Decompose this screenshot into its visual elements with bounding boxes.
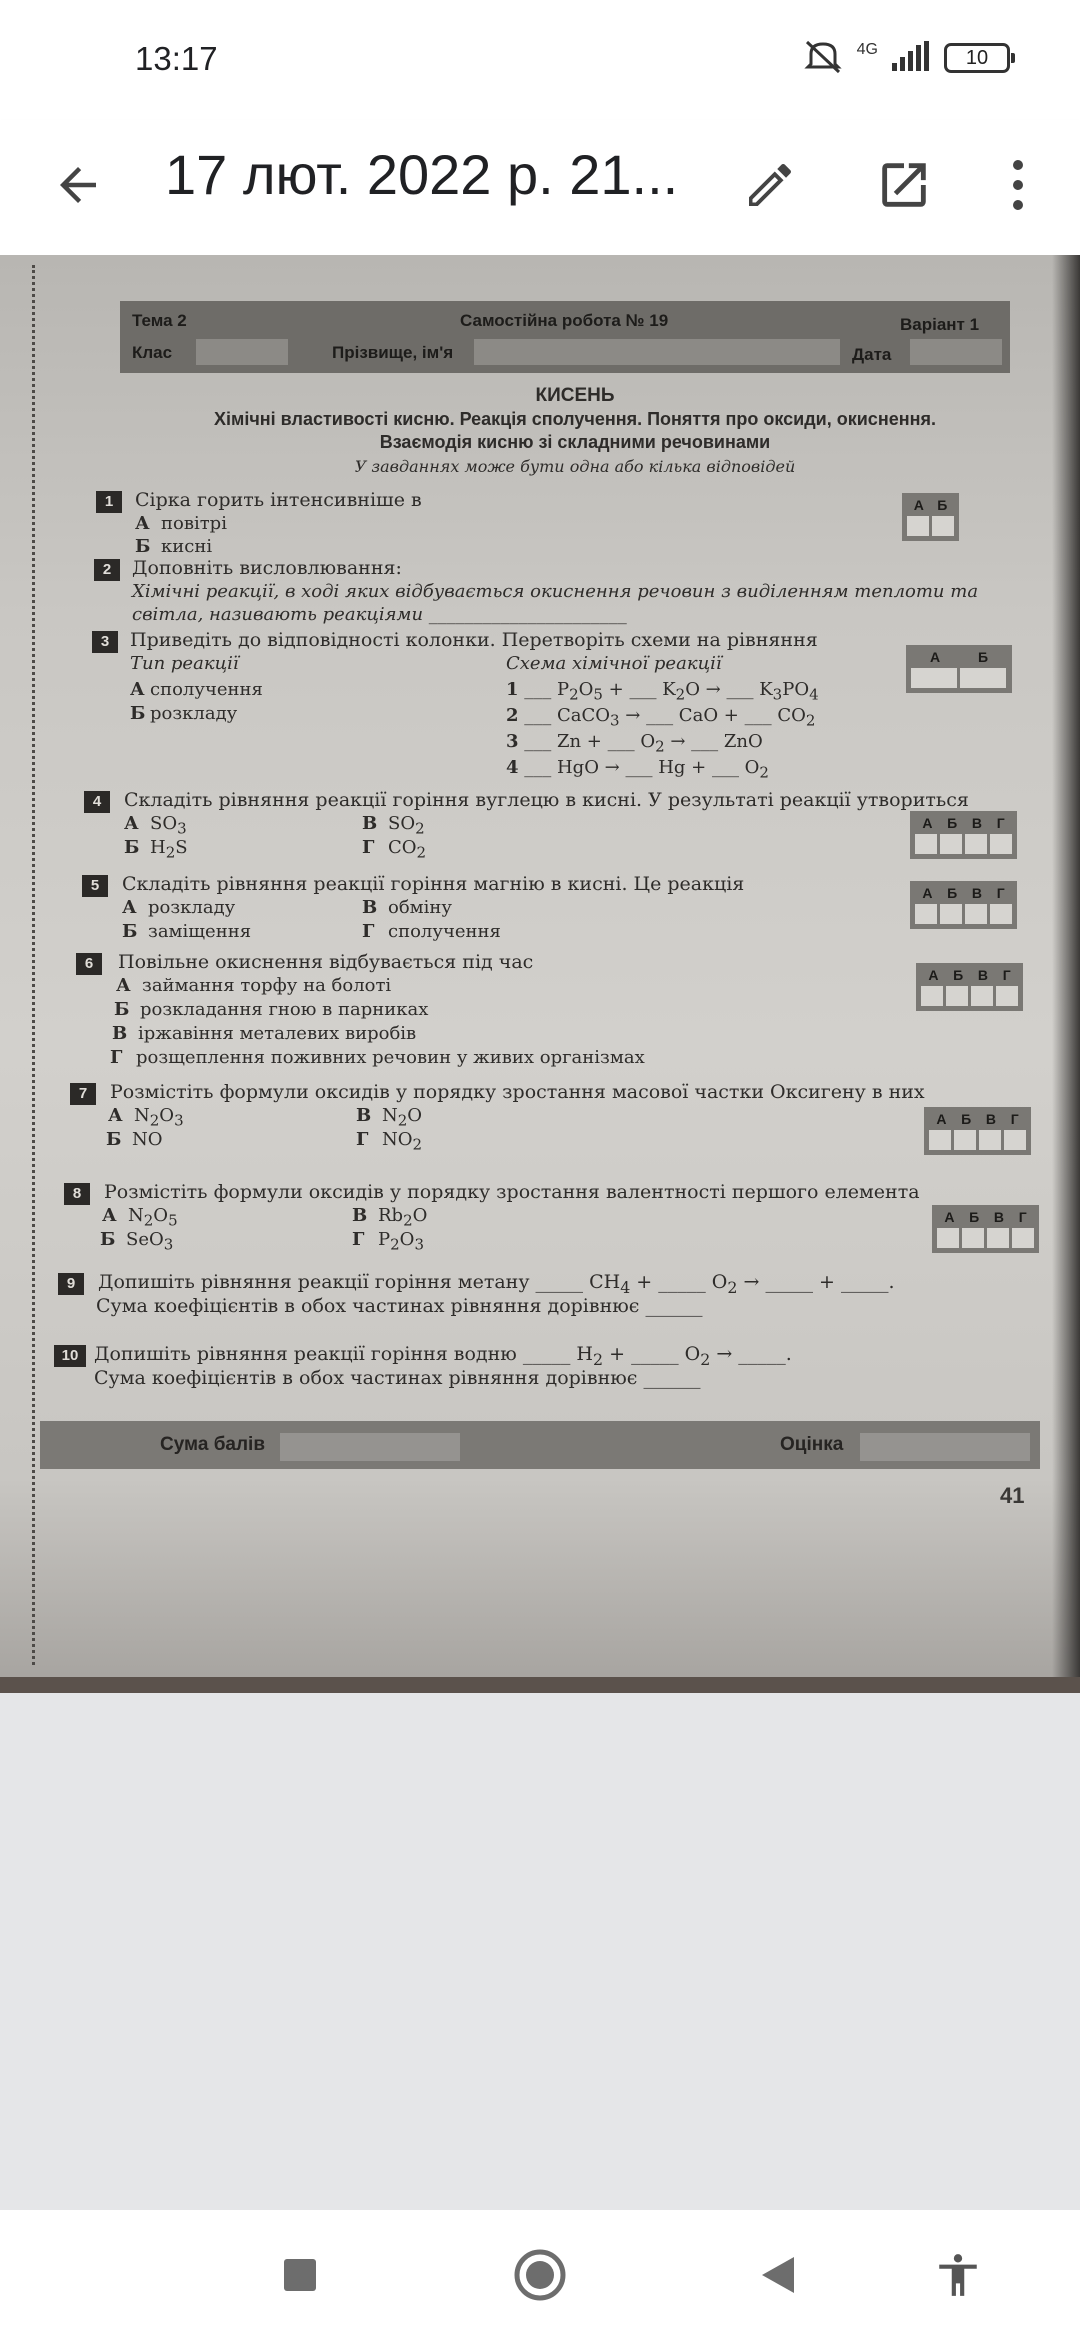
points-field: [280, 1433, 460, 1461]
edit-button[interactable]: [730, 145, 810, 225]
option: Г сполучення: [362, 921, 501, 942]
option: Г $P_2O_3$: [352, 1229, 424, 1254]
option: В $Rb_2O$: [352, 1205, 428, 1230]
question-number: 4: [84, 791, 110, 813]
option: Б кисні: [135, 536, 213, 557]
option: В $SO_2$: [362, 813, 425, 838]
answer-box: А Б: [906, 645, 1012, 693]
perforation-line: [32, 265, 35, 1665]
option: Г $NO_2$: [356, 1129, 423, 1154]
answer-box: А Б В Г: [910, 811, 1017, 859]
date-field: [910, 339, 1002, 365]
open-in-new-icon: [875, 156, 933, 214]
option: Б $H_2S$: [124, 837, 188, 862]
option: Б розкладу: [130, 703, 238, 724]
more-options-button[interactable]: [978, 145, 1058, 225]
date-label: Дата: [852, 345, 892, 364]
question-text: Сума коефіцієнтів в обох частинах рівняння дорівнює ______: [94, 1367, 701, 1389]
accessibility-icon: [933, 2247, 983, 2303]
worksheet-title: КИСЕНЬ: [535, 385, 615, 406]
equation: 3 ___ Zn + ___ $O_2$ → ___ ZnO: [506, 731, 763, 756]
option: В обміну: [362, 897, 453, 918]
topic-label: Тема 2: [132, 311, 187, 330]
question-text: Сірка горить інтенсивніше в: [135, 489, 422, 511]
worksheet-header: [120, 301, 1010, 373]
statement-line: Хімічні реакції, в ході яких відбувається окиснення речовин з виділенням теплоти та: [132, 581, 979, 602]
question-text: Доповніть висловлювання:: [132, 557, 402, 579]
question-text: Повільне окиснення відбувається під час: [118, 951, 534, 973]
column-header: Тип реакції: [130, 653, 239, 674]
alarm-off-icon: [803, 38, 843, 79]
signal-icon: [892, 41, 930, 76]
back-nav-button[interactable]: [738, 2240, 818, 2310]
app-bar: [0, 120, 1080, 255]
equation: 2 ___ CaCO$_3$ → ___ CaO + ___ $CO_2$: [506, 705, 816, 730]
work-title: Самостійна робота № 19: [460, 311, 669, 330]
worksheet-photo[interactable]: [0, 255, 1080, 1693]
option: А сполучення: [130, 679, 263, 700]
worksheet-page: [40, 283, 1050, 1653]
option: А $N_2O_3$: [108, 1105, 184, 1130]
option: В іржавіння металевих виробів: [112, 1023, 417, 1044]
answer-box: А Б В Г: [916, 963, 1023, 1011]
question-number: 2: [94, 559, 120, 581]
triangle-back-icon: [760, 2255, 796, 2295]
grade-label: Оцінка: [780, 1434, 844, 1455]
class-label: Клас: [132, 343, 173, 362]
variant-label: Варіант 1: [900, 315, 980, 334]
class-field: [196, 339, 288, 365]
arrow-back-icon: [51, 158, 105, 212]
recent-apps-button[interactable]: [260, 2240, 340, 2310]
status-bar: [0, 0, 1080, 120]
option: Г $CO_2$: [362, 837, 427, 862]
option: В $N_2O$: [356, 1105, 423, 1130]
status-icons: [803, 38, 1010, 78]
column-header: Схема хімічної реакції: [506, 653, 722, 674]
question-text: Розмістіть формули оксидів у порядку зростання масової частки Оксигену в них: [110, 1081, 925, 1103]
question-number: 1: [96, 491, 122, 513]
answer-box: А Б В Г: [910, 881, 1017, 929]
question-text: Допишіть рівняння реакції горіння метану _____ $CH_4$ + _____ $O_2$ → _____ + _____.: [98, 1271, 895, 1297]
answer-box: А Б В Г: [932, 1205, 1039, 1253]
question-number: 10: [54, 1345, 86, 1367]
question-text: Складіть рівняння реакції горіння вуглецю в кисні. У результаті реакції утвориться: [124, 789, 969, 811]
option: А повітрі: [135, 513, 227, 534]
points-label: Сума балів: [160, 1434, 266, 1455]
photo-edge-shadow: [1052, 255, 1080, 1693]
question-number: 9: [58, 1273, 84, 1295]
photo-bottom-edge: [0, 1677, 1080, 1693]
answer-box: А Б В Г: [924, 1107, 1031, 1155]
option: Б розкладання гною в парниках: [114, 999, 429, 1020]
name-field: [474, 339, 840, 365]
question-text: Розмістіть формули оксидів у порядку зростання валентності першого елемента: [104, 1181, 920, 1203]
option: Б SeO$_3$: [100, 1229, 174, 1254]
worksheet-footer: [40, 1421, 1040, 1469]
question-text: Приведіть до відповідності колонки. Перетворіть схеми на рівняння: [130, 629, 818, 651]
question-text: Сума коефіцієнтів в обох частинах рівняння дорівнює ______: [96, 1295, 703, 1317]
circle-icon: [513, 2248, 567, 2302]
question-number: 8: [64, 1183, 90, 1205]
option: А займання торфу на болоті: [116, 975, 392, 996]
status-time: 13:17: [135, 40, 218, 77]
battery-icon: 10: [944, 43, 1010, 73]
grade-field: [860, 1433, 1030, 1461]
home-button[interactable]: [500, 2240, 580, 2310]
app-title: 17 лют. 2022 р. 21...: [165, 143, 679, 206]
open-external-button[interactable]: [864, 145, 944, 225]
question-number: 6: [76, 953, 102, 975]
name-label: Прізвище, ім'я: [332, 343, 454, 362]
option: А розкладу: [122, 897, 236, 918]
equation: 1 ___ $P_2O_5$ + ___ $K_2O$ → ___ $K_3PO_4$: [506, 679, 819, 704]
question-number: 7: [70, 1083, 96, 1105]
answer-box: А Б: [902, 493, 959, 541]
back-button[interactable]: [38, 145, 118, 225]
option: А $N_2O_5$: [102, 1205, 178, 1230]
equation: 4 ___ HgO → ___ Hg + ___ $O_2$: [506, 757, 769, 782]
more-vert-icon: [1008, 157, 1028, 213]
pencil-icon: [742, 157, 798, 213]
navigation-bar: [0, 2210, 1080, 2340]
option: Б заміщення: [122, 921, 252, 942]
question-text: Допишіть рівняння реакції горіння водню _____ $H_2$ + _____ $O_2$ → _____.: [94, 1343, 792, 1369]
worksheet-note: У завданнях може бути одна або кілька відповідей: [354, 457, 796, 476]
question-number: 3: [92, 631, 118, 653]
question-number: 5: [82, 875, 108, 897]
page-number: 41: [1000, 1483, 1025, 1508]
square-icon: [282, 2257, 318, 2293]
option: А $SO_3$: [124, 813, 187, 838]
worksheet-subtitle-1: Хімічні властивості кисню. Реакція сполучення. Поняття про оксиди, окиснення.: [214, 409, 936, 429]
question-text: Складіть рівняння реакції горіння магнію в кисні. Це реакція: [122, 873, 745, 895]
network-type: 4G: [856, 41, 878, 58]
statement-line: світла, називають реакціями ______________________: [132, 604, 627, 625]
option: Г розщеплення поживних речовин у живих організмах: [110, 1047, 645, 1068]
accessibility-button[interactable]: [918, 2240, 998, 2310]
option: Б NO: [106, 1129, 163, 1150]
worksheet-subtitle-2: Взаємодія кисню зі складними речовинами: [379, 432, 771, 452]
